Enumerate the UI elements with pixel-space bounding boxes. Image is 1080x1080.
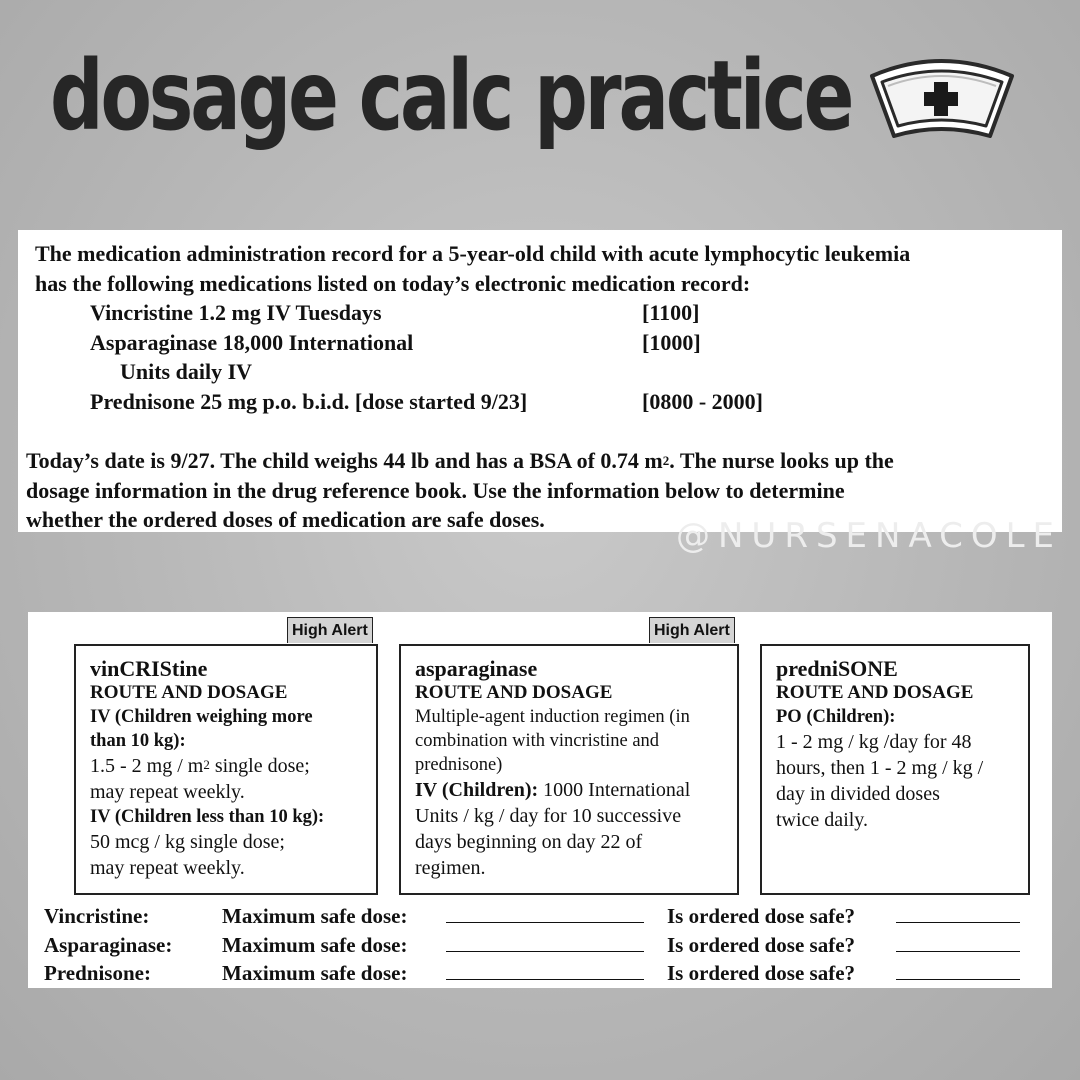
dose-line: Units / kg / day for 10 successive [415,805,682,827]
condition-text: IV (Children): [415,779,539,801]
drug-name: asparaginase [415,656,538,681]
safe-dose-label: Is ordered dose safe? [667,904,856,928]
regimen-line: combination with vincristine and [415,731,660,751]
dose-line: may repeat weekly. [90,781,245,803]
drug-reference-panel [28,612,1052,988]
dose-text: 1000 International [538,779,691,801]
watermark: @NURSENACOLE [676,516,1063,556]
safe-dose-blank[interactable] [896,979,1020,980]
med-row-asparaginase-cont [120,357,252,387]
route-heading: ROUTE AND DOSAGE [415,682,613,703]
dose-line [90,753,362,779]
drug-name: predniSONE [776,656,898,681]
med-time: [1100] [642,300,700,325]
medication-record-panel [18,230,1062,532]
med-name: Asparaginase 18,000 International [90,329,414,355]
today-line: whether the ordered doses of medication are safe doses. [26,507,545,533]
max-dose-label: Maximum safe dose: [222,932,408,957]
superscript: 2 [203,757,210,772]
dose-line: twice daily. [776,809,869,831]
med-row-asparaginase [90,328,701,358]
max-dose-blank[interactable] [446,922,644,923]
prednisone-card [760,644,1030,895]
dose-text: 1.5 - 2 mg / m [90,755,204,777]
max-dose-blank[interactable] [446,979,644,980]
answer-med-label: Asparaginase: [44,932,173,957]
condition-line: PO (Children): [776,707,896,727]
dose-text: single dose; [209,755,310,777]
med-row-prednisone [90,387,763,417]
med-row-vincristine [90,298,699,328]
today-line [26,446,894,476]
answer-med-label: Prednisone: [44,961,151,986]
intro-text [35,239,910,298]
max-dose-label: Maximum safe dose: [222,961,408,986]
med-name: Vincristine 1.2 mg IV Tuesdays [90,300,382,325]
asparaginase-card [399,644,739,895]
vincristine-card [74,644,378,895]
intro-line: The medication administration record for a 5-year-old child with acute lymphocytic leukemia [35,241,911,266]
today-text-a: Today’s date is 9/27. The child weighs 44 lb and has a BSA of 0.74 m [26,448,663,473]
route-heading: ROUTE AND DOSAGE [90,682,288,703]
condition-line: IV (Children weighing more [90,707,313,727]
intro-line: has the following medications listed on today’s electronic medication record: [35,270,751,296]
route-heading: ROUTE AND DOSAGE [776,682,974,703]
med-name: Units daily IV [120,359,253,385]
today-line: dosage information in the drug reference book. Use the information below to determine [26,477,845,503]
safe-dose-blank[interactable] [896,922,1020,923]
nurse-cap-icon [866,52,1016,144]
safe-dose-blank[interactable] [896,951,1020,952]
max-dose-blank[interactable] [446,951,644,952]
drug-name: vinCRIStine [90,656,208,681]
dose-line: regimen. [415,857,486,879]
superscript: 2 [662,453,670,468]
med-name: Prednisone 25 mg p.o. b.i.d. [dose started 9/23] [90,388,528,414]
dose-line: 50 mcg / kg single dose; [90,831,285,853]
condition-line: IV (Children less than 10 kg): [90,807,325,827]
max-dose-label: Maximum safe dose: [222,904,408,928]
safe-dose-label: Is ordered dose safe? [667,961,856,986]
regimen-line: prednisone) [415,755,503,775]
high-alert-badge: High Alert [649,617,735,643]
page-title: dosage calc practice [50,40,852,152]
dose-line [415,777,723,803]
med-time: [0800 - 2000] [642,388,763,414]
dose-line: days beginning on day 22 of [415,831,643,853]
dose-line: may repeat weekly. [90,857,245,879]
high-alert-badge: High Alert [287,617,373,643]
today-text-b: . The nurse looks up the [669,448,894,473]
regimen-line: Multiple-agent induction regimen (in [415,707,690,727]
med-time: [1000] [642,329,701,355]
dose-line: day in divided doses [776,783,940,805]
dose-line: hours, then 1 - 2 mg / kg / [776,757,984,779]
answer-med-label: Vincristine: [44,904,150,928]
safe-dose-label: Is ordered dose safe? [667,932,856,957]
condition-line: than 10 kg): [90,731,186,751]
dose-line: 1 - 2 mg / kg /day for 48 [776,731,972,753]
